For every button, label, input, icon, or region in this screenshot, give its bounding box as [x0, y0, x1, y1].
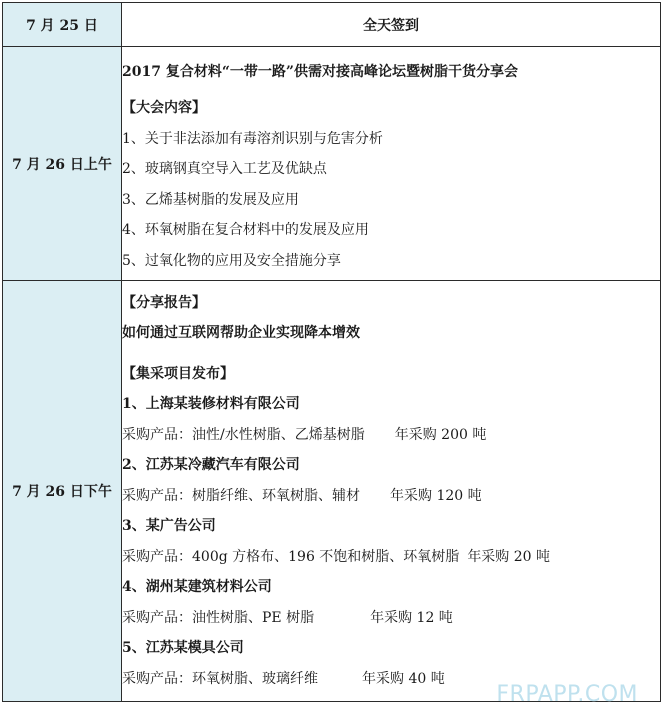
- list-item: 2、玻璃钢真空导入工艺及优缺点: [122, 161, 327, 178]
- company-name: 2、江苏某冷藏汽车有限公司: [122, 457, 300, 474]
- company-name: 4、湖州某建筑材料公司: [122, 579, 272, 596]
- company-name: 5、江苏某模具公司: [122, 640, 244, 657]
- time-cell: 7 月 26 日上午: [3, 47, 122, 281]
- checkin-cell: 全天签到: [122, 3, 661, 47]
- annual-volume: 年采购 12 吨: [370, 609, 453, 626]
- projects-heading: 【集采项目发布】: [122, 365, 234, 382]
- section-heading: 【大会内容】: [122, 100, 206, 117]
- table-row: [3, 3, 661, 47]
- products-text: 采购产品：400g 方格布、196 不饱和树脂、环氧树脂: [122, 548, 460, 565]
- purchase-line: [122, 481, 660, 512]
- products-text: 采购产品：油性树脂、PE 树脂: [122, 609, 315, 626]
- time-cell: 7 月 26 日下午: [3, 281, 122, 702]
- table-row: [3, 47, 661, 281]
- annual-volume: 年采购 200 吨: [394, 426, 487, 443]
- afternoon-content: [122, 281, 661, 702]
- purchase-line: [122, 542, 660, 573]
- table-row: [3, 281, 661, 702]
- purchase-line: [122, 420, 660, 451]
- products-text: 采购产品：树脂纤维、环氧树脂、辅材: [122, 487, 360, 504]
- products-text: 采购产品：环氧树脂、玻璃纤维: [122, 670, 318, 687]
- time-cell: 7 月 25 日: [3, 3, 122, 47]
- report-title: 如何通过互联网帮助企业实现降本增效: [122, 325, 360, 342]
- annual-volume: 年采购 120 吨: [390, 487, 482, 504]
- purchase-line: [122, 603, 660, 634]
- watermark-logo: FRPAPP.COM: [496, 682, 638, 707]
- list-item: 4、环氧树脂在复合材料中的发展及应用: [122, 222, 369, 239]
- annual-volume: 年采购 20 吨: [467, 548, 551, 565]
- morning-content: [122, 47, 661, 281]
- forum-title: 2017 复合材料“一带一路”供需对接高峰论坛暨树脂干货分享会: [122, 63, 518, 80]
- company-name: 3、某广告公司: [122, 518, 216, 535]
- list-item: 5、过氧化物的应用及安全措施分享: [122, 252, 341, 269]
- schedule-table: [2, 2, 661, 702]
- list-item: 3、乙烯基树脂的发展及应用: [122, 191, 299, 208]
- products-text: 采购产品：油性/水性树脂、乙烯基树脂: [122, 426, 365, 443]
- list-item: 1、关于非法添加有毒溶剂识别与危害分析: [122, 130, 383, 147]
- report-heading: 【分享报告】: [122, 294, 206, 311]
- annual-volume: 年采购 40 吨: [362, 670, 445, 687]
- company-name: 1、上海某装修材料有限公司: [122, 396, 300, 413]
